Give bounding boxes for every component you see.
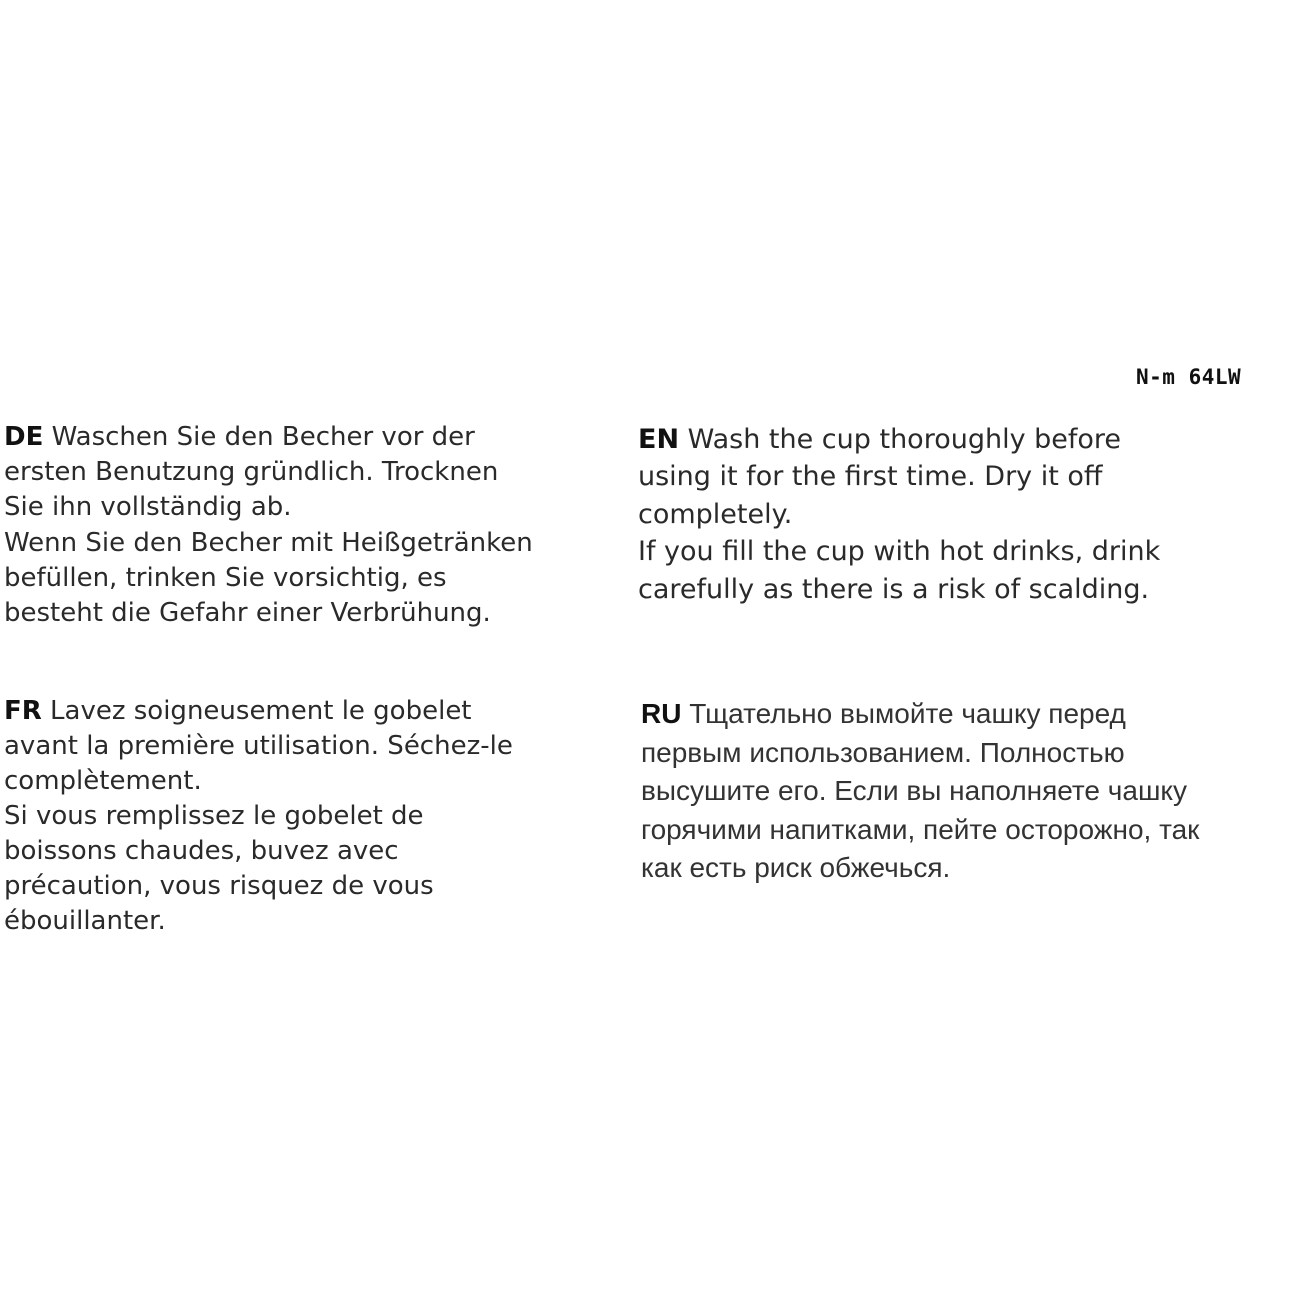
text-line: completely. xyxy=(638,498,793,530)
text-line: befüllen, trinken Sie vorsichtig, es xyxy=(4,562,447,593)
text-line: avant la première utilisation. Séchez-le xyxy=(4,731,513,761)
text-line: EN Wash the cup thoroughly before xyxy=(638,424,1122,455)
text-line: как есть риск обжечься. xyxy=(641,852,951,883)
language-label: FR xyxy=(4,696,42,726)
text-line: ébouillanter. xyxy=(4,906,166,936)
text-line: carefully as there is a risk of scalding. xyxy=(638,573,1150,605)
text-line: первым использованием. Полностью xyxy=(641,736,1125,768)
text-line: RU Тщательно вымойте чашку перед xyxy=(641,698,1126,729)
text-line: ersten Benutzung gründlich. Trocknen xyxy=(4,457,499,488)
instructions-en xyxy=(638,421,1160,608)
language-label: RU xyxy=(641,698,682,729)
text-line: Si vous remplissez le gobelet de xyxy=(4,801,424,831)
text-line: DE Waschen Sie den Becher vor der xyxy=(4,422,475,452)
text-line: высушите его. Если вы наполняете чашку xyxy=(641,775,1187,806)
text-line: using it for the first time. Dry it off xyxy=(638,461,1103,493)
text-line: If you fill the cup with hot drinks, drink xyxy=(638,536,1161,568)
instructions-de xyxy=(4,420,533,631)
text-line: Wenn Sie den Becher mit Heißgetränken xyxy=(4,527,533,558)
instructions-fr xyxy=(4,694,513,939)
language-label: EN xyxy=(638,424,680,455)
product-code: N-m 64LW xyxy=(1136,365,1242,389)
text-line: besteht die Gefahr einer Verbrühung. xyxy=(4,598,491,629)
language-label: DE xyxy=(4,422,44,452)
instructions-ru xyxy=(641,695,1199,888)
text-line: boissons chaudes, buvez avec xyxy=(4,836,399,866)
text-line: complètement. xyxy=(4,766,202,796)
text-line: Sie ihn vollständig ab. xyxy=(4,492,292,523)
text-line: горячими напитками, пейте осторожно, так xyxy=(641,813,1200,845)
text-line: FR Lavez soigneusement le gobelet xyxy=(4,696,472,726)
text-line: précaution, vous risquez de vous xyxy=(4,871,434,901)
